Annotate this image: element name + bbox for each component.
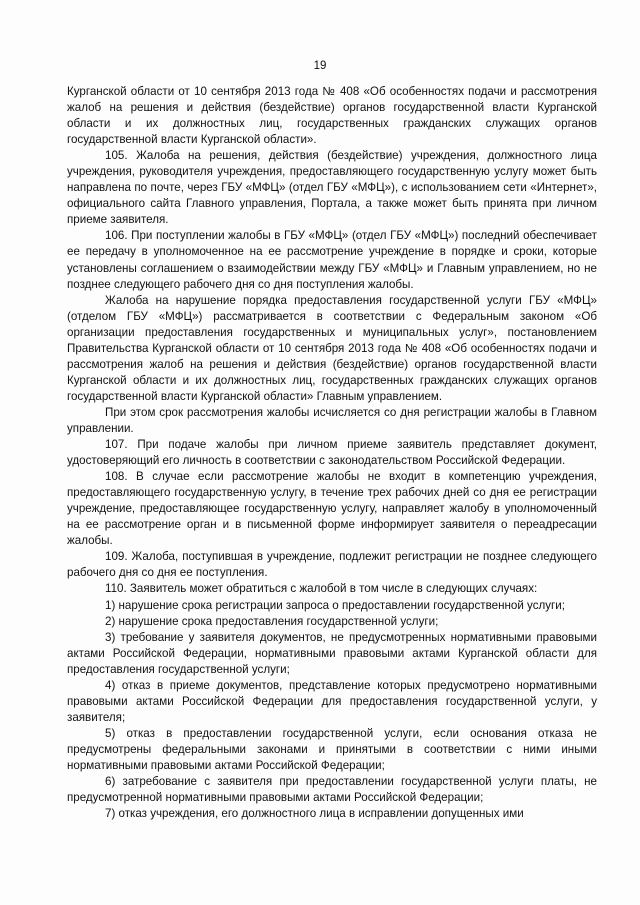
paragraph-110: 110. Заявитель может обратиться с жалобой в том числе в следующих случаях: [105, 582, 538, 596]
list-item-3: 3) требование у заявителя документов, не предусмотренных нормативными правовыми актами Российской Федерации, нормативными правовыми актами Курганской области для предоставления государственной услуги; [67, 630, 597, 676]
list-item-1: 1) нарушение срока регистрации запроса о предоставлении государственной услуги; [105, 598, 565, 612]
paragraph-review-term: При этом срок рассмотрения жалобы исчисляется со дня регистрации жалобы в Главном управлении. [67, 405, 597, 435]
list-item-2: 2) нарушение срока предоставления государственной услуги; [105, 614, 439, 628]
list-item-5: 5) отказ в предоставлении государственной услуги, если основания отказа не предусмотрены федеральными законами и принятыми в соответствии с ними иными нормативными правовыми актами Российской Федерации; [67, 726, 597, 772]
page-number: 19 [313, 60, 327, 72]
list-item-7: 7) отказ учреждения, его должностного лица в исправлении допущенных ими [105, 807, 524, 821]
list-item-6: 6) затребование с заявителя при предоставлении государственной услуги платы, не предусмотренной нормативными правовыми актами Российской Федерации; [67, 775, 597, 805]
body-text [67, 84, 597, 822]
paragraph-106: 106. При поступлении жалобы в ГБУ «МФЦ» (отдел ГБУ «МФЦ») последний обеспечивает ее передачу в уполномоченное на ее рассмотрение учреждение в порядке и сроки, которые установлены соглашением о взаимодействии между ГБУ «МФЦ» и Главным управлением, но не позднее следующего рабочего дня со дня поступления жалобы. [67, 229, 597, 291]
list-item-4: 4) отказ в приеме документов, представление которых предусмотрено нормативными правовыми актами Российской Федерации для предоставления государственной услуги, у заявителя; [67, 678, 597, 724]
paragraph-109: 109. Жалоба, поступившая в учреждение, подлежит регистрации не позднее следующего рабочего дня со дня ее поступления. [67, 550, 597, 580]
paragraph-108: 108. В случае если рассмотрение жалобы не входит в компетенцию учреждения, предоставляющего государственную услугу, в течение трех рабочих дней со дня ее регистрации учреждение, предоставляющее государственную услугу, направляет жалобу в уполномоченный на ее рассмотрение орган и в письменной форме информирует заявителя о переадресации жалобы. [67, 470, 597, 548]
paragraph-continuation: Курганской области от 10 сентября 2013 года № 408 «Об особенностях подачи и рассмотрения жалоб на решения и действия (бездействие) органов государственной власти Курганской области и их должностных лиц, государственных гражданских служащих органов государственной власти Курганской области». [67, 85, 597, 147]
paragraph-105: 105. Жалоба на решения, действия (бездействие) учреждения, должностного лица учреждения, руководителя учреждения, предоставляющего государственную услугу может быть направлена по почте, через ГБУ «МФЦ» (отдел ГБУ «МФЦ»), с использованием сети «Интернет», официального сайта Главного управления, Портала, а также может быть принята при личном приеме заявителя. [67, 149, 597, 227]
paragraph-107: 107. При подаче жалобы при личном приеме заявитель представляет документ, удостоверяющий его личность в соответствии с законодательством Российской Федерации. [67, 438, 597, 468]
paragraph-complaint-mfc: Жалоба на нарушение порядка предоставления государственной услуги ГБУ «МФЦ» (отделом ГБУ «МФЦ») рассматривается в соответствии с Федеральным законом «Об организации предоставления государственных и муниципальных услуг», постановлением Правительства Курганской области от 10 сентября 2013 года № 408 «Об особенностях подачи и рассмотрения жалоб на решения и действия (бездействие) органов государственной власти Курганской области и их должностных лиц, государственных гражданских служащих органов государственной власти Курганской области» Главным управлением. [67, 293, 597, 403]
